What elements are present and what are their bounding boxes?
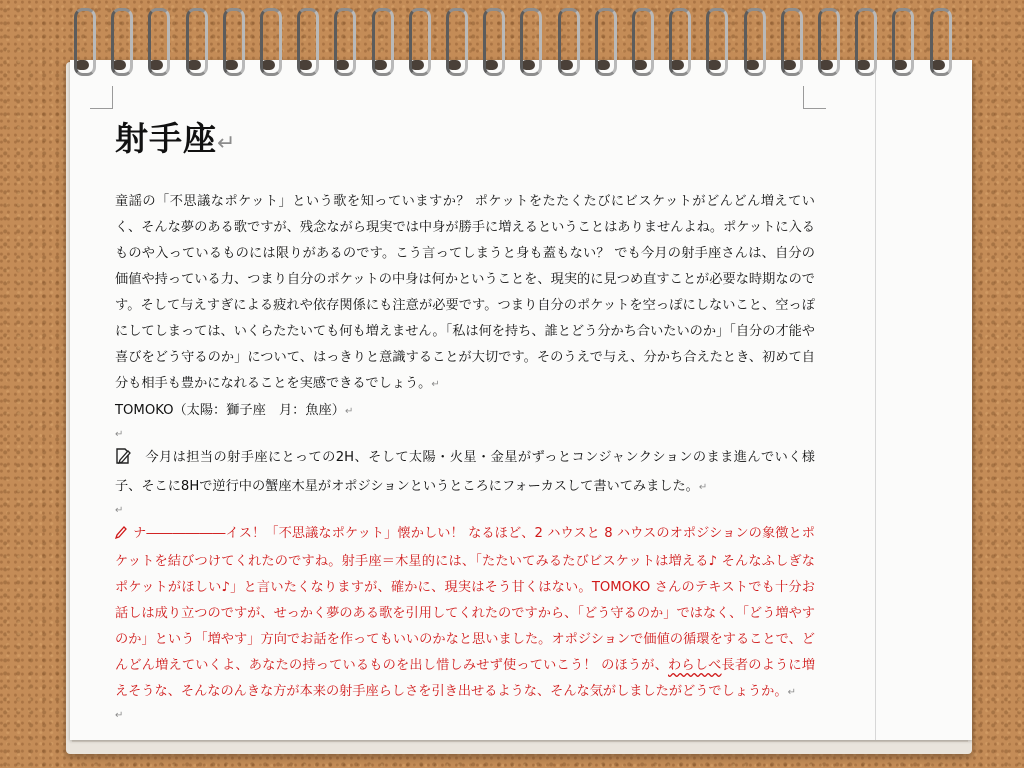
empty-line: ↵ [115,505,124,516]
spiral-ring-icon [148,8,170,76]
spiral-ring-icon [223,8,245,76]
margin-corner-top-left [90,86,113,109]
spiral-ring-icon [111,8,133,76]
spiral-binding [0,8,1024,80]
spiral-ring-icon [669,8,691,76]
spiral-ring-icon [930,8,952,76]
spiral-ring-icon [483,8,505,76]
paragraph-main: 童謡の「不思議なポケット」という歌を知っていますか？ ポケットをたたくたびにビスケットがどんどん増えていく、そんな夢のある歌ですが、残念ながら現実では中身が勝手に増えるということはありませんよね。ポケットに入るものや入っているものには限りがあるのです。こう言ってしまうと身も蓋もない？ でも今月の射手座さんは、自分の価値や持っている力、つまり自分のポケットの中身は何かということを、現実的に見つめ直すことが必要な時期なのです。そして与えすぎによる疲れや依存関係にも注意が必要です。つまり自分のポケットを空っぽにしないこと、空っぽにしてしまっては、いくらたたいても何も増えません。「私は何を持ち、誰とどう分かち合いたいのか」「自分の才能や喜びをどう守るのか」について、はっきりと意識することが大切です。そのうえで与え、分かち合えたとき、初めて自分も相手も豊かになれることを実感できるでしょう。↵ [115,194,815,391]
margin-corner-top-right [803,86,826,109]
spiral-ring-icon [520,8,542,76]
spiral-ring-icon [781,8,803,76]
author-line: TOMOKO（太陽：獅子座 月：魚座）↵ [115,403,354,418]
squiggle-underline-word: わらしべ [668,658,722,673]
document-body [115,118,815,726]
spiral-ring-icon [892,8,914,76]
spiral-ring-icon [855,8,877,76]
return-mark: ↵ [431,379,440,390]
spiral-ring-icon [558,8,580,76]
return-mark: ↵ [698,482,708,493]
comment-paragraph: ナ――――――イス！「不思議なポケット」懐かしい！ なるほど、2 ハウスと 8 ハウスのオポジションの象徴とポケットを結びつけてくれたのですね。射手座＝木星的には、「たたいてみるたびビスケットは増える♪ そんなふしぎなポケットがほしい♪」と言いたくなりますが、確かに、現実はそう甘くはない。TOMOKO さんのテキストでも十分お話しは成り立つのですが、せっかく夢のある歌を引用してくれたのですから、「どう守るのか」ではなく、「どう増やすのか」という「増やす」方向でお話を作ってもいいのかなと思いました。オポジションで価値の循環をすることで、どんどん増えていくよ、あなたの持っているものを出し惜しみせず使っていこう！ のほうが、わらしべ長者のように増えそうな、そんなのんきな方が本来の射手座らしさを引き出せるような、そんな気がしましたがどうでしょうか。↵ [115,521,815,706]
spiral-ring-icon [260,8,282,76]
memo-pencil-icon [115,448,131,474]
spiral-ring-icon [446,8,468,76]
spiral-ring-icon [74,8,96,76]
spiral-ring-icon [409,8,431,76]
return-mark: ↵ [344,406,354,417]
pen-icon [115,523,127,549]
spiral-ring-icon [632,8,654,76]
spiral-ring-icon [744,8,766,76]
empty-line: ↵ [115,429,124,440]
spiral-ring-icon [186,8,208,76]
spiral-ring-icon [297,8,319,76]
spiral-ring-icon [595,8,617,76]
spiral-ring-icon [334,8,356,76]
memo-paragraph: 今月は担当の射手座にとっての2H、そして太陽・火星・金星がずっとコンジャンクションのまま進んでいく様子、そこに8Hで逆行中の蟹座木星がオポジションというところにフォーカスして書いてみました。↵ [115,450,815,494]
return-mark: ↵ [217,131,237,156]
spiral-ring-icon [706,8,728,76]
empty-line: ↵ [115,710,124,721]
spiral-ring-icon [372,8,394,76]
page-edge-line [875,60,876,740]
page-title: 射手座↵ [115,119,237,158]
spiral-ring-icon [818,8,840,76]
return-mark: ↵ [787,687,796,698]
